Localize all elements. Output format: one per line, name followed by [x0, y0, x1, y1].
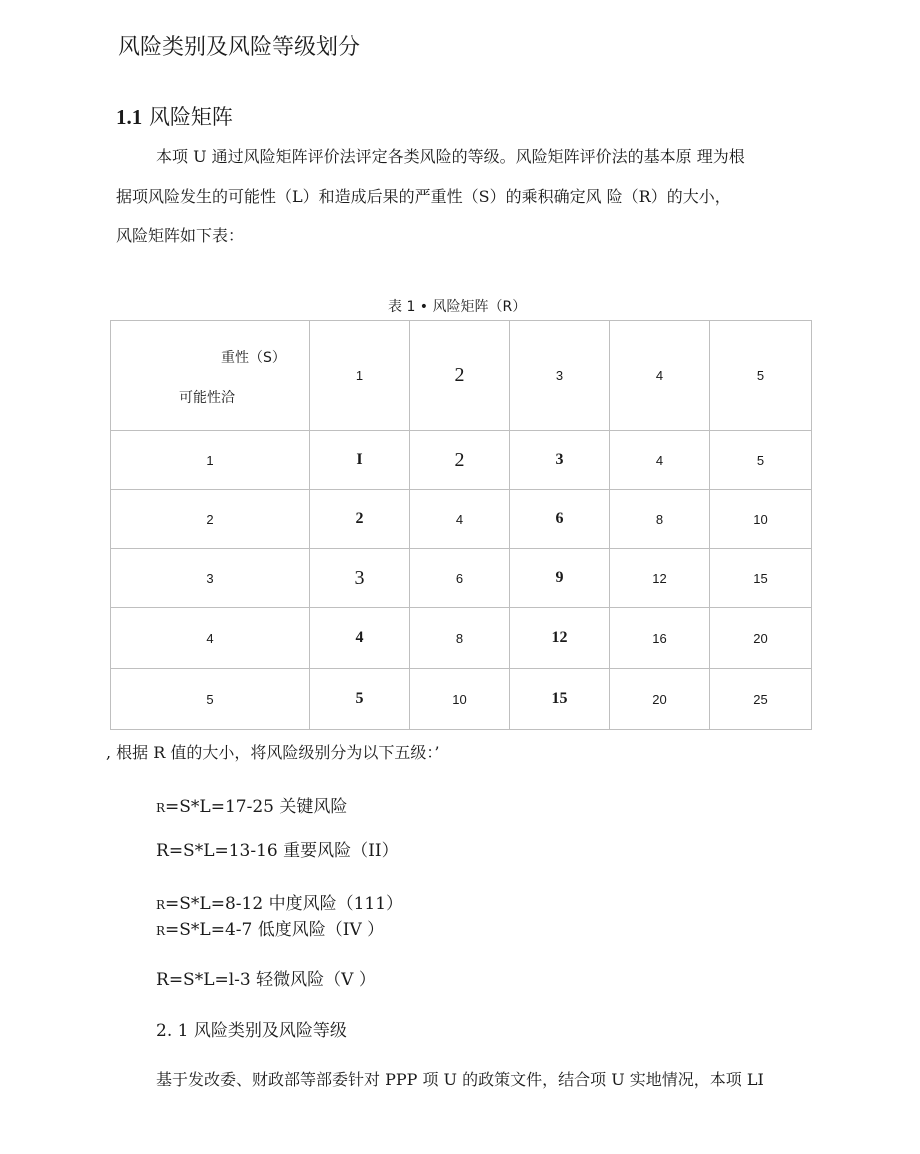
intro-line-3: 风险矩阵如下表：: [116, 226, 245, 245]
rule-text: =S*L=4-7 低度风险（IV ）: [165, 920, 385, 940]
table-cell: 25: [710, 669, 812, 730]
table-cell: 2: [410, 431, 510, 490]
table-cell: 3: [310, 549, 410, 608]
row-label-cell: 3: [111, 549, 310, 608]
table-cell: 4: [610, 431, 710, 490]
risk-matrix-table: [110, 320, 812, 730]
table-cell: 6: [410, 549, 510, 608]
rule-text: =S*L=17-25 关键风险: [165, 797, 348, 817]
rule-text: =S*L=l-3 轻微风险（V ）: [168, 970, 376, 990]
row-label-cell: 5: [111, 669, 310, 730]
table-row: [111, 608, 812, 669]
body-paragraph: 基于发改委、财政部等部委针对 PPP 项 U 的政策文件，结合项 U 实地情况，本项 LI: [156, 1070, 764, 1089]
table-row: [111, 431, 812, 490]
risk-level-rule: [156, 889, 403, 914]
table-row: [111, 549, 812, 608]
risk-level-rule: [156, 965, 376, 990]
table-cell: I: [310, 431, 410, 490]
table-cell: 20: [710, 608, 812, 669]
table-row: [111, 669, 812, 730]
header-cell: 3: [510, 321, 610, 431]
table-cell: 16: [610, 608, 710, 669]
table-cell: 2: [310, 490, 410, 549]
table-cell: 9: [510, 549, 610, 608]
table-cell: 12: [610, 549, 710, 608]
likelihood-axis-label: 可能性洽: [179, 390, 235, 406]
table-cell: 8: [610, 490, 710, 549]
table-cell: 12: [510, 608, 610, 669]
rule-text: =S*L=8-12 中度风险（111）: [165, 894, 404, 914]
header-cell: 5: [710, 321, 812, 431]
risk-level-rule: [156, 792, 347, 817]
row-label-cell: 1: [111, 431, 310, 490]
rule-r-symbol: R: [156, 970, 169, 990]
header-cell: 1: [310, 321, 410, 431]
table-cell: 15: [510, 669, 610, 730]
table-cell: 10: [410, 669, 510, 730]
page-title: 风险类别及风险等级划分: [118, 35, 361, 60]
section-number: 1.1: [116, 105, 143, 129]
intro-line-2: 据项风险发生的可能性（L）和造成后果的严重性（S）的乘积确定风 险（R）的大小，: [116, 187, 731, 206]
table-corner-cell: [111, 321, 310, 431]
table-cell: 3: [510, 431, 610, 490]
section-title: 风险矩阵: [148, 105, 233, 129]
table-cell: 10: [710, 490, 812, 549]
table-cell: 4: [410, 490, 510, 549]
table-row: [111, 490, 812, 549]
severity-axis-label: 重性（S）: [221, 350, 286, 366]
table-cell: 20: [610, 669, 710, 730]
after-table-text: , 根据 R 值的大小，将风险级别分为以下五级：’: [106, 743, 440, 762]
table-caption: 表 1 • 风险矩阵（R）: [388, 299, 527, 315]
header-cell: 4: [610, 321, 710, 431]
table-cell: 8: [410, 608, 510, 669]
header-cell: 2: [410, 321, 510, 431]
section-heading-2-1: 2. 1 风险类别及风险等级: [156, 1021, 347, 1041]
risk-level-rule: [156, 915, 384, 940]
rule-r-symbol: R: [156, 898, 166, 912]
rule-r-symbol: R: [156, 841, 169, 861]
table-header-row: [111, 321, 812, 431]
table-cell: 6: [510, 490, 610, 549]
rule-r-symbol: R: [156, 924, 166, 938]
intro-line-1: 本项 U 通过风险矩阵评价法评定各类风险的等级。风险矩阵评价法的基本原 理为根: [156, 147, 745, 166]
table-cell: 5: [710, 431, 812, 490]
row-label-cell: 4: [111, 608, 310, 669]
rule-r-symbol: R: [156, 801, 166, 815]
risk-level-rule: [156, 836, 399, 861]
table-cell: 15: [710, 549, 812, 608]
table-cell: 4: [310, 608, 410, 669]
row-label-cell: 2: [111, 490, 310, 549]
section-heading-1-1: [116, 101, 233, 131]
table-cell: 5: [310, 669, 410, 730]
rule-text: =S*L=13-16 重要风险（II）: [168, 841, 399, 861]
